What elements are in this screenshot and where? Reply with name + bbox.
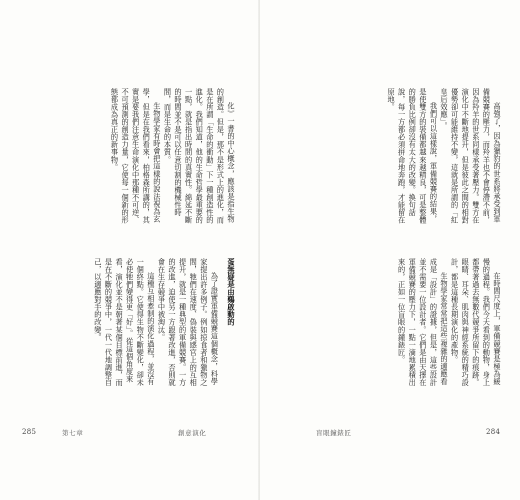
paragraph: 高強了，因為獵豹的世系將承受到軍備競賽的壓力，而羚羊也不會停滯不前，因為羚羊的世系同樣承受著壓力。雙方在演化中不斷地提升，但是彼此之間的相對優勢卻可能維持不變，這就是所謂的「紅皇后效應」。 xyxy=(440,88,502,224)
chapter-label: 第七章 xyxy=(62,429,84,437)
paragraph: 為了證實軍備競賽這個概念，科學家提出許多例子。例如掠食者和獵物之間，牠們在速度、偽裝與感官上的互相提升，就是一種典型的軍備競賽。一方的改進，迫使另一方跟著改進，否則就會在生存競爭中被淘汰。 xyxy=(157,258,220,387)
paragraph: 這種互相牽制的演化過程，並沒有一個終點。它使得生物不斷變化，卻未必使牠們變得更「好」。從這個角度來看，演化並不是朝著某個目標前進，而是在不斷的競爭中，一代一代地調整自己，以適應對手的改變。 xyxy=(93,258,156,387)
running-title: 創意演化 xyxy=(178,429,207,437)
right-page-bottom-column xyxy=(302,258,502,390)
left-page-top-column xyxy=(36,88,236,226)
right-page-top-column xyxy=(302,88,502,226)
left-page-bottom-column xyxy=(36,258,236,390)
paragraph: 化》一書的中心概念，應該是指生物的創造。但是，那不是形式上的進化，而是在所謂「生命的衝動」下一種創造性的進化。我們知道，他的生命哲學最重要的一點，就是指出時間的真實性。綿延不斷的時間並不是可以任意切割的機械性時間，而是生命的本質。 xyxy=(163,88,236,224)
paragraph: 生物學家有時會把這樣的說法視為玄學，但是在我們看來，柏格森所講的，其實是要我們注意生命演化中那種不可逆、不可預測的創造力量，它使每一個新的形態都成為真正的新事物。 xyxy=(110,88,162,224)
page-number: 285 xyxy=(22,428,37,436)
running-title: 盲眼鐘錶匠 xyxy=(316,429,352,437)
paragraph: 我們可以這樣說，軍備競賽的結果，是使雙方的裝備都越來越精良，可是整體的勝負比例卻沒有太大的改變。換句話說，每一方都必須拼命地奔跑，才能留在原地。 xyxy=(387,88,439,224)
paragraph: 生物學家常常把這些複雜的適應看成是「設計」的證據，但是，這些設計並不需要一位設計者。它們是由天擇在軍備競賽的壓力下，一點一滴地累積出來的，正如一位盲眼的鐘錶匠。 xyxy=(397,258,450,387)
page-number: 284 xyxy=(486,428,501,436)
paragraph: 在時間尺度上，軍備競賽是極為緩慢的過程。我們今天看到的動物，身上都帶著過去無數代競爭所留下的痕跡。眼睛、耳朵、肌肉與神經系統的精巧設計，都是這種長期演化的產物。 xyxy=(450,258,502,387)
section-heading: 蛋無疑是由鷄啟動的 xyxy=(227,258,236,326)
right-page xyxy=(260,0,520,500)
